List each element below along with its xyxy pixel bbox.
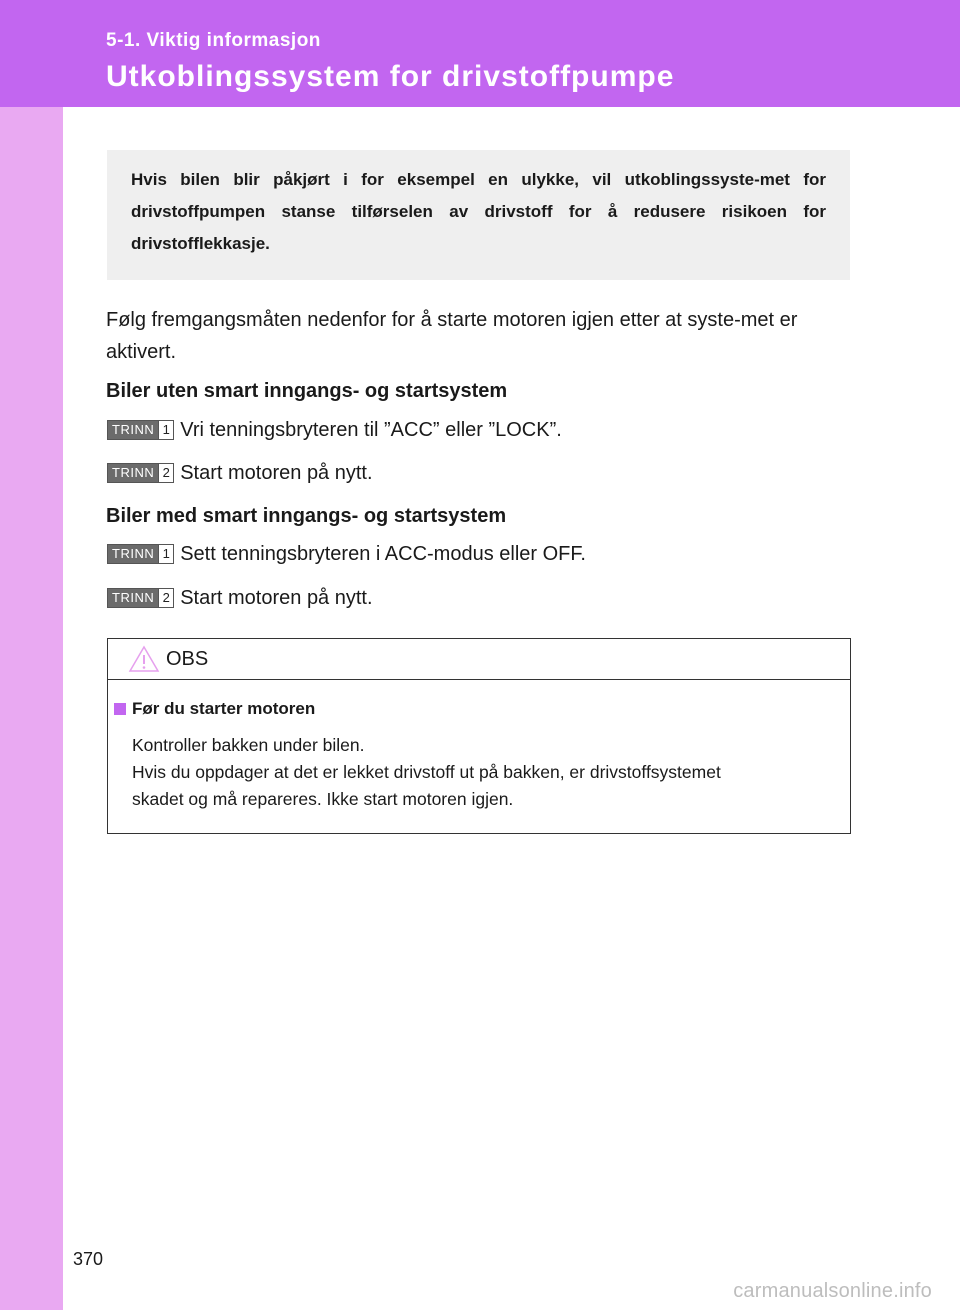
step-badge: TRINN 2 [107,588,174,608]
step-text: Sett tenningsbryteren i ACC-modus eller OFF. [180,542,586,565]
obs-item-heading: Før du starter motoren [114,699,315,719]
side-strip [0,0,63,1310]
section-heading-with-smart: Biler med smart inngangs- og startsystem [106,505,507,527]
step-text: Vri tenningsbryteren til ”ACC” eller ”LOCK”. [180,418,562,441]
obs-line: skadet og må repareres. Ikke start motoren igjen. [132,789,514,809]
page-number: 370 [73,1249,104,1269]
step-row [107,461,373,485]
intro-paragraph: Følg fremgangsmåten nedenfor for å starte motoren igjen etter at syste-met er aktivert. [106,309,798,363]
step-text: Start motoren på nytt. [180,461,373,484]
page-title: Utkoblingssystem for drivstoffpumpe [106,60,675,93]
step-badge: TRINN 2 [107,463,174,483]
step-row [107,418,562,442]
warning-triangle-icon [128,645,160,673]
obs-header [108,639,850,680]
summary-text: Hvis bilen blir påkjørt i for eksempel en ulykke, vil utkoblingssyste-met for drivstoffpumpen stanse tilførselen av drivstoff for å redusere risikoen for drivstofflekkasje. [131,170,826,253]
step-text: Start motoren på nytt. [180,586,373,609]
obs-title: OBS [166,648,209,670]
obs-line: Kontroller bakken under bilen. [132,735,365,755]
obs-text [132,732,844,813]
step-badge: TRINN 1 [107,544,174,564]
section-label: 5-1. Viktig informasjon [106,30,321,51]
step-row [107,542,586,566]
obs-line: Hvis du oppdager at det er lekket drivstoff ut på bakken, er drivstoffsystemet [132,762,721,782]
square-bullet-icon [114,703,126,715]
watermark: carmanualsonline.info [733,1280,932,1302]
step-badge: TRINN 1 [107,420,174,440]
section-heading-without-smart: Biler uten smart inngangs- og startsystem [106,380,508,402]
summary-box [107,150,850,280]
step-row [107,586,373,610]
page-header [0,0,960,107]
obs-box [107,638,851,834]
